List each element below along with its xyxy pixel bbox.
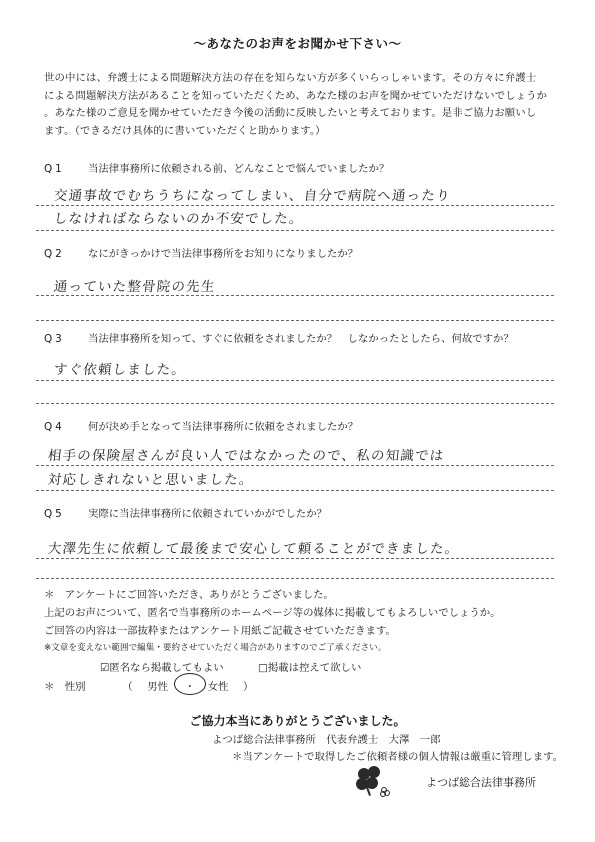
selection-circle — [174, 673, 206, 695]
question-4 — [44, 418, 358, 433]
answer-rule — [36, 558, 554, 559]
gender-separator: ・ — [184, 681, 195, 693]
answer-1-line-1: 交通事故でむちうちになってしまい、自分で病院へ通ったり — [52, 188, 452, 204]
question-number: Q5 — [44, 508, 65, 520]
question-1 — [44, 160, 389, 175]
answer-2-line-1: 通っていた整骨院の先生 — [52, 279, 217, 295]
gender-row — [44, 678, 253, 693]
privacy-note: ＊当アンケートで取得したご依頼者様の個人情報は厳重に管理します。 — [232, 751, 564, 763]
answer-rule — [36, 205, 554, 206]
question-text: 実際に当法律事務所に依頼されていかがでしたか？ — [88, 508, 327, 520]
thanks-note: ＊ アンケートにご回答いただき、ありがとうございました。 — [44, 589, 334, 601]
gender-female-option[interactable]: 女性 — [207, 681, 229, 693]
publish-detail: ご回答の内容は一部抜粋またはアンケート用紙ご記載させていただきます。 — [44, 625, 396, 637]
publish-question: 上記のお声について、匿名で当事務所のホームページ等の媒体に掲載してもよろしいでしょうか。 — [44, 607, 501, 619]
option-anonymous-ok[interactable]: ☑匿名なら掲載してもよい — [100, 662, 224, 674]
question-number: Q4 — [44, 421, 65, 433]
answer-4-line-1: 相手の保険屋さんが良い人ではなかったので、私の知識では — [46, 448, 446, 464]
question-text: なにがきっかけで当法律事務所をお知りになりましたか？ — [88, 248, 359, 260]
answer-rule — [36, 380, 554, 381]
answer-rule — [36, 578, 554, 579]
question-text: 当法律事務所を知って、すぐに依頼をされましたか？ しなかったとしたら、何故ですか？ — [88, 333, 514, 345]
edit-note: ※文章を変えない範囲で編集・要約させていただく場合がありますのでご了承ください。 — [44, 643, 387, 653]
intro-line: 。あなた様のご意見を聞かせていただき今後の活動に反映したいと考えております。是非ご協力お願いし — [44, 107, 537, 119]
question-text: 何が決め手となって当法律事務所に依頼をされましたか？ — [88, 421, 359, 433]
answer-rule — [36, 320, 554, 321]
answer-rule — [36, 295, 554, 296]
answer-3-line-1: すぐ依頼しました。 — [52, 362, 187, 378]
question-number: Q1 — [44, 163, 65, 175]
firm-logo-text: よつば総合法律事務所 — [426, 776, 536, 789]
gender-male-option[interactable]: 男性 — [147, 681, 168, 693]
gender-label: ＊ 性別 — [44, 681, 86, 693]
intro-line: による問題解決方法があることを知っていただくため、あなた様のお声を聞かせていただけないでしょうか — [44, 89, 548, 102]
gender-open-paren: （ — [122, 681, 133, 693]
firm-representative: よつば総合法律事務所 代表弁護士 大澤 一郎 — [212, 734, 441, 746]
gender-close-paren: ） — [243, 681, 254, 693]
question-2 — [44, 245, 358, 260]
answer-1-line-2: しなければならないのか不安でした。 — [52, 211, 305, 227]
question-text: 当法律事務所に依頼される前、どんなことで悩んでいましたか？ — [88, 163, 390, 175]
intro-line: 世の中には、弁護士による問題解決方法の存在を知らない方が多くいらっしゃいます。その方々に弁護士 — [44, 72, 537, 84]
question-number: Q3 — [44, 333, 65, 345]
page-title: ～あなたのお声をお聞かせ下さい～ — [193, 36, 402, 51]
question-3 — [44, 330, 514, 345]
answer-4-line-2: 対応しきれないと思いました。 — [46, 472, 255, 488]
option-decline[interactable]: □掲載は控えて欲しい — [258, 662, 362, 674]
question-number: Q2 — [44, 248, 65, 260]
answer-rule — [36, 230, 554, 231]
answer-rule — [36, 465, 554, 466]
answer-5-line-1: 大澤先生に依頼して最後まで安心して頼ることができました。 — [46, 541, 461, 557]
clover-logo-icon — [352, 764, 392, 800]
answer-rule — [36, 490, 554, 491]
intro-line: ます。（できるだけ具体的に書いていただくと助かります。） — [44, 124, 326, 137]
question-5 — [44, 505, 327, 520]
intro-paragraph — [44, 70, 564, 140]
answer-rule — [36, 403, 554, 404]
closing-thanks: ご協力本当にありがとうございました。 — [189, 714, 406, 728]
